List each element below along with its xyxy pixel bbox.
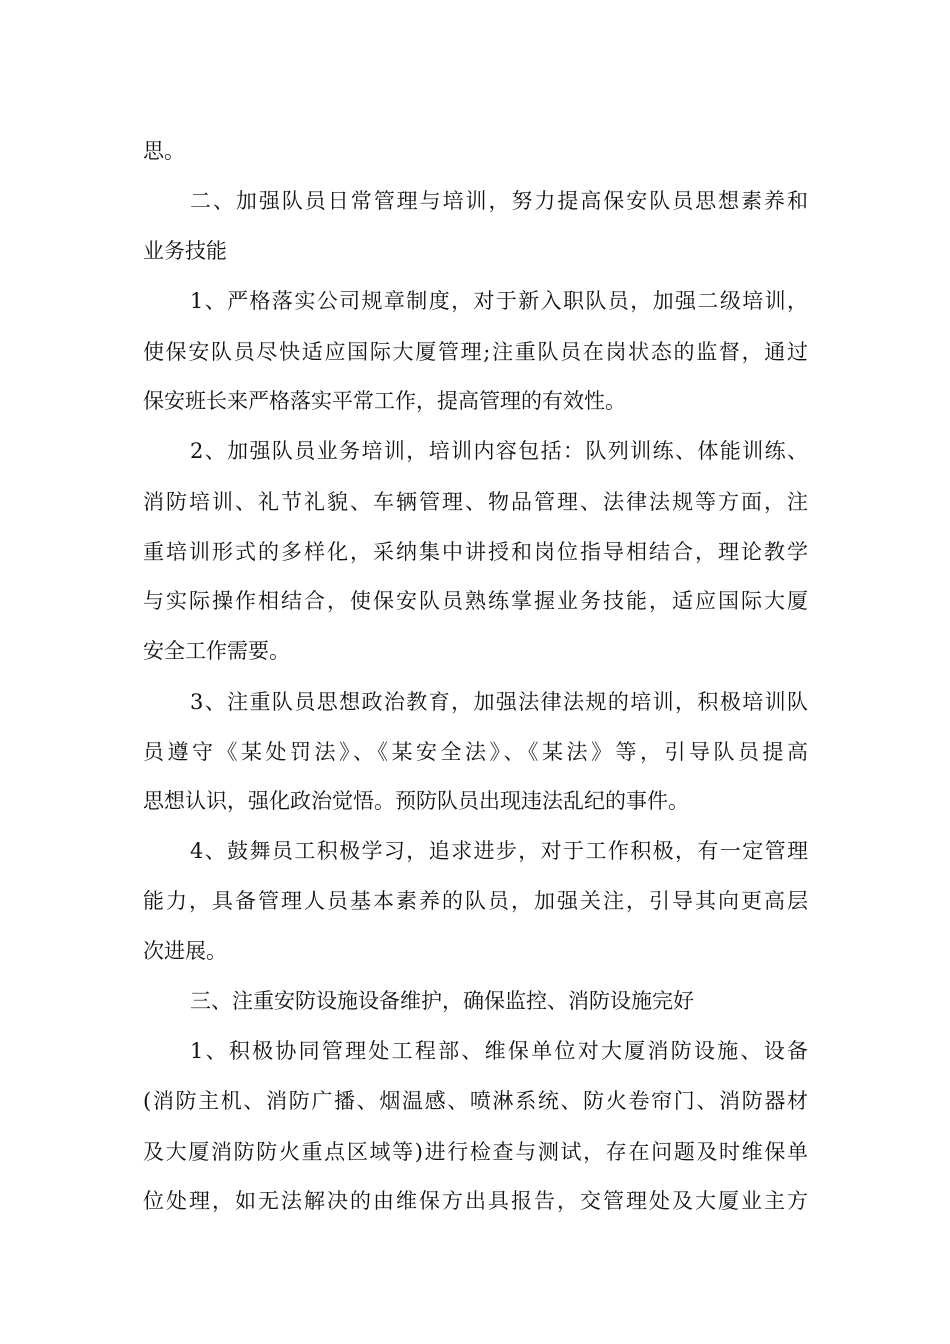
text-line: 业务技能 [143,239,227,263]
text-line: 位处理，如无法解决的由维保方出具报告，交管理处及大厦业主方 [143,1189,808,1213]
text-line: 保安班长来严格落实平常工作，提高管理的有效性。 [143,389,626,413]
text-line: 消防培训、礼节礼貌、车辆管理、物品管理、法律法规等方面，注 [143,490,808,514]
text-line: 3、注重队员思想政治教育，加强法律法规的培训，积极培训队 [190,690,808,714]
text-line: 与实际操作相结合，使保安队员熟练掌握业务技能，适应国际大厦 [143,589,808,613]
text-line: 安全工作需要。 [143,639,290,663]
section-heading: 三、注重安防设施设备维护，确保监控、消防设施完好 [190,989,694,1013]
text-line: 2、加强队员业务培训，培训内容包括：队列训练、体能训练、 [190,439,808,463]
text-line: 次进展。 [143,939,227,963]
text-line: 1、严格落实公司规章制度，对于新入职队员，加强二级培训， [190,289,808,313]
text-line: (消防主机、消防广播、烟温感、喷淋系统、防火卷帘门、消防器材 [143,1089,808,1113]
section-heading: 二、加强队员日常管理与培训，努力提高保安队员思想素养和 [190,189,808,213]
text-line: 使保安队员尽快适应国际大厦管理;注重队员在岗状态的监督，通过 [143,340,808,364]
text-line: 员遵守《某处罚法》、《某安全法》、《某法》等，引导队员提高 [143,740,808,764]
text-line: 思。 [143,139,185,163]
text-line: 及大厦消防防火重点区域等)进行检查与测试，存在问题及时维保单 [143,1140,808,1164]
text-line: 4、鼓舞员工积极学习，追求进步，对于工作积极，有一定管理 [190,839,808,863]
text-line: 重培训形式的多样化，采纳集中讲授和岗位指导相结合，理论教学 [143,540,808,564]
text-line: 思想认识，强化政治觉悟。预防队员出现违法乱纪的事件。 [143,789,689,813]
text-line: 1、积极协同管理处工程部、维保单位对大厦消防设施、设备 [190,1039,808,1063]
text-line: 能力，具备管理人员基本素养的队员，加强关注，引导其向更高层 [143,889,808,913]
